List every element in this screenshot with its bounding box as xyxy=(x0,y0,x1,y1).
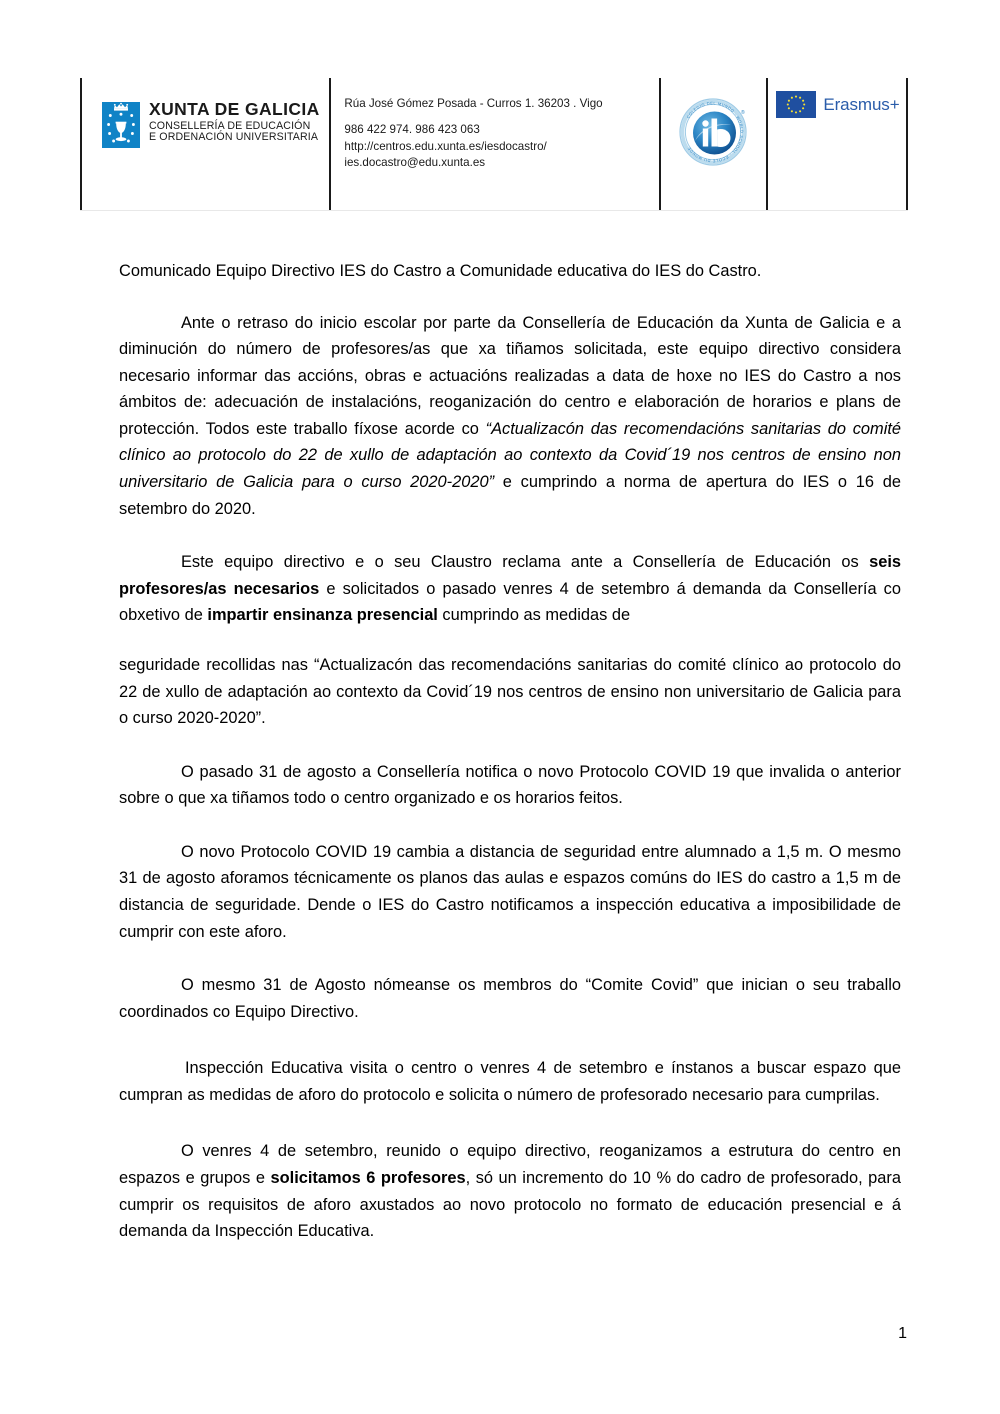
header-bottom-rule xyxy=(80,210,908,211)
paragraph-5-text: O novo Protocolo COVID 19 cambia a distancia de seguridad entre alumnado a 1,5 m. O mesmo 31 de agosto aforamos técnicamente os planos das aulas e espazos comúns do IES do castro a 1,5 m de distancia de seguridade. Dende o IES do Castro notificamos a inspección educativa a imposibilidade de cumprir con este aforo. xyxy=(119,842,901,941)
xunta-subtitle-line-2: E ORDENACIÓN UNIVERSITARIA xyxy=(149,130,319,143)
paragraph-2 xyxy=(119,549,901,629)
contact-street: Rúa José Gómez Posada - Curros 1. 36203 . Vigo xyxy=(344,97,603,110)
paragraph-8 xyxy=(119,1138,901,1244)
xunta-subtitle-line-1: CONSELLERÍA DE EDUCACIÓN xyxy=(149,119,311,132)
xunta-title: XUNTA DE GALICIA xyxy=(149,99,320,119)
xunta-logo-block xyxy=(102,101,320,148)
xunta-logo-text xyxy=(149,101,320,142)
paragraph-7 xyxy=(119,1055,901,1108)
paragraph-4-text: O pasado 31 de agosto a Consellería notifica o novo Protocolo COVID 19 que invalida o anterior sobre o que xa tiñamos todo o centro organizado e os horarios feitos. xyxy=(119,762,901,808)
paragraph-1-quoted-italic: “Actualizacón das recomendacións sanitarias do comité clínico ao protocolo do 22 de xullo de adaptación ao contexto da Covid´19 nos centros de ensino non universitario de Galicia para o curso 2020-2020” xyxy=(119,419,902,492)
paragraph-2-bold-2: impartir ensinanza presencial xyxy=(207,606,438,625)
paragraph-3-text: seguridade recollidas nas “Actualizacón das recomendacións sanitarias do comité clínico ao protocolo do 22 de xullo de adaptación ao contexto da Covid´19 nos centros de ensino non universitario de Galicia para o curso 2020-2020”. xyxy=(119,655,901,728)
header-cell-erasmus-logo xyxy=(768,78,906,210)
paragraph-4 xyxy=(119,759,901,812)
document-header-table xyxy=(80,78,908,210)
paragraph-8-part-2: , só un incremento do 10 % do cadro de profesorado, para cumprir os requisitos de aforo axustados ao novo protocolo no formato de educación presencial e á demanda da Inspección Educativa. xyxy=(119,1169,901,1241)
paragraph-3 xyxy=(119,652,901,732)
document-body xyxy=(119,258,901,1265)
page-number: 1 xyxy=(898,1325,907,1342)
paragraph-7-text: Inspección Educativa visita o centro o venres 4 de setembro e ínstanos a buscar espazo que cumpran as medidas de aforo do protocolo e solicita o número de profesorado necesario para cumprilas. xyxy=(119,1059,901,1104)
intro-text: Comunicado Equipo Directivo IES do Castro a Comunidade educativa do IES do Castro. xyxy=(119,262,762,280)
svg-text:COLEGIO DEL MUNDO · WORLD SCHO: COLEGIO DEL MUNDO · WORLD SCHOOL · ÉCOLE DU MONDE xyxy=(685,100,745,164)
paragraph-6 xyxy=(119,972,901,1025)
contact-website[interactable]: http://centros.edu.xunta.es/iesdocastro/ xyxy=(344,139,547,153)
paragraph-6-text: O mesmo 31 de Agosto nómeanse os membros do “Comite Covid” que inician o seu traballo coordinados co Equipo Directivo. xyxy=(119,976,901,1021)
paragraph-2-bold-1: seis profesores/as necesarios xyxy=(119,553,901,598)
paragraph-2-part-1: Este equipo directivo e o seu Claustro reclama ante a Consellería de Educación os xyxy=(181,553,870,572)
paragraph-intro xyxy=(119,258,901,285)
header-cell-contact xyxy=(331,78,660,210)
paragraph-2-part-2: e solicitados o pasado venres 4 de setembro á demanda da Consellería co obxetivo de xyxy=(119,579,901,625)
paragraph-5 xyxy=(119,839,901,945)
paragraph-1-part-1: Ante o retraso do inicio escolar por parte da Consellería de Educación da Xunta de Galicia e a diminución do número de profesores/as que xa tiñamos solicitada, este equipo directivo considera necesario informar das accións, obras e actuacións realizadas a data de hoxe no IES do Castro a nos ámbitos de: adecuación de instalacións, reoganización do centro e elaboración de horarios e plans de protección. Todos este traballo fíxose acorde co xyxy=(119,313,901,438)
european-union-flag-icon xyxy=(776,91,816,118)
svg-text:®: ® xyxy=(741,110,746,116)
xunta-de-galicia-coat-of-arms-icon xyxy=(102,102,140,148)
paragraph-1-part-2: e cumprindo a norma de apertura do IES o 16 de setembro do 2020. xyxy=(119,473,901,518)
contact-block xyxy=(344,96,602,172)
header-cell-ib-logo xyxy=(661,78,769,210)
paragraph-8-bold-1: solicitamos 6 profesores xyxy=(270,1169,466,1188)
erasmus-plus-logo-block xyxy=(776,91,899,118)
paragraph-8-part-1: O venres 4 de setembro, reunido o equipo directivo, reoganizamos a estrutura do centro en espazos e grupos e xyxy=(119,1142,901,1188)
header-cell-xunta-logo xyxy=(82,78,331,210)
erasmus-plus-label: Erasmus+ xyxy=(823,94,900,114)
contact-phones: 986 422 974. 986 423 063 xyxy=(344,122,480,136)
contact-email[interactable]: ies.docastro@edu.xunta.es xyxy=(344,156,486,170)
ib-world-school-logo-icon xyxy=(675,94,751,175)
paragraph-1 xyxy=(119,310,901,523)
paragraph-2-part-3: cumprindo as medidas de xyxy=(437,606,631,625)
